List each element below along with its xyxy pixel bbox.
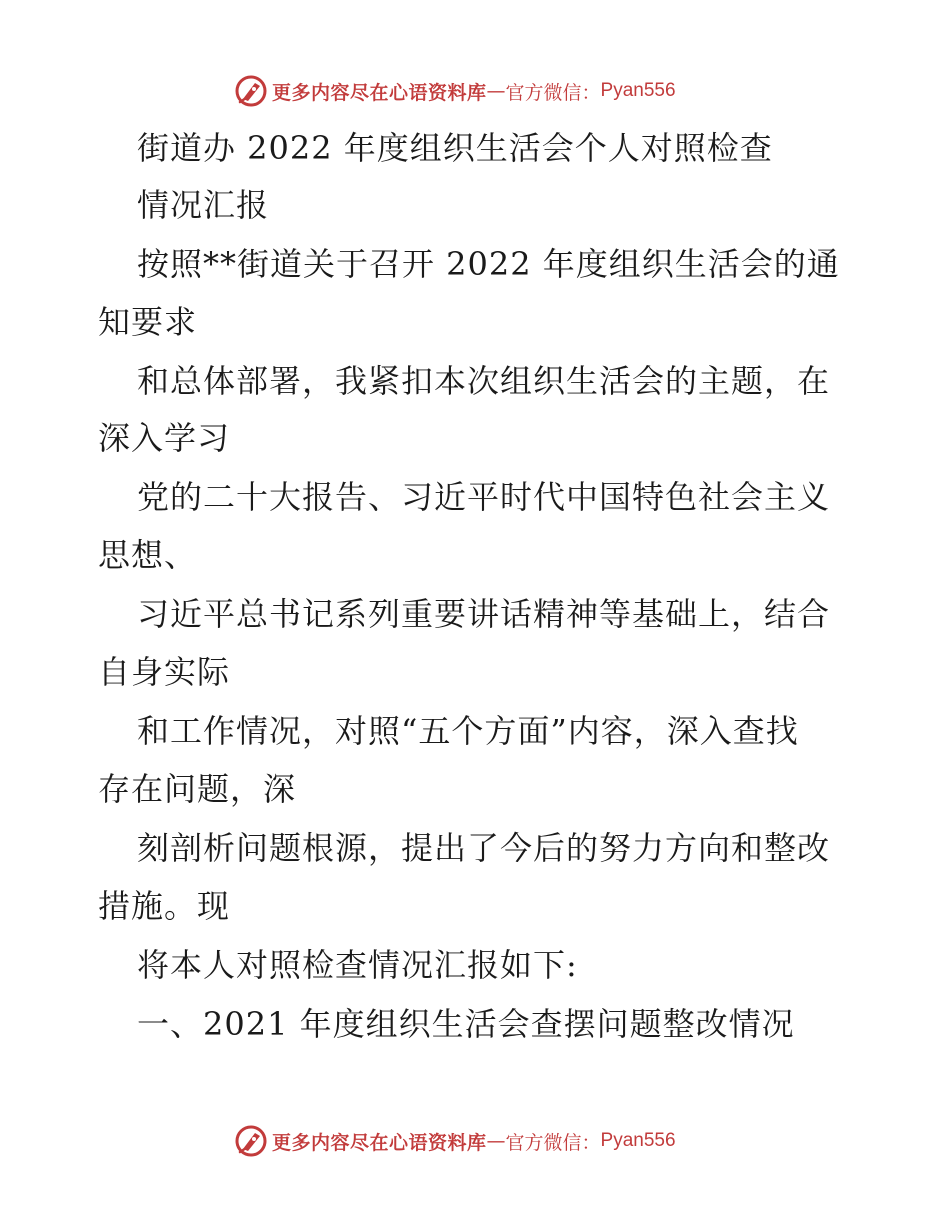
doc-text-line: 存在问题，深: [98, 770, 297, 808]
banner-text: 更多内容尽在心语资料库: [272, 81, 487, 104]
banner-wechat-label: 官方微信：: [505, 81, 601, 104]
doc-text-line: 自身实际: [98, 653, 231, 691]
banner-wechat-id: Pyan556: [600, 80, 676, 101]
doc-text-line: 按照**街道关于召开 2022 年度组织生活会的通: [137, 245, 840, 283]
banner-wechat-label: 官方微信：: [505, 1131, 601, 1154]
doc-text-line: 和总体部署，我紧扣本次组织生活会的主题，在: [137, 362, 831, 400]
doc-text-line: 深入学习: [98, 419, 231, 457]
doc-text-line: 党的二十大报告、习近平时代中国特色社会主义: [137, 478, 831, 516]
doc-text-line: 习近平总书记系列重要讲话精神等基础上，结合: [137, 595, 831, 633]
doc-title-line-2: 情况汇报: [137, 186, 270, 224]
doc-text-line: 和工作情况，对照“五个方面”内容，深入查找: [137, 712, 799, 750]
doc-title-line-1: 街道办 2022 年度组织生活会个人对照检查: [137, 129, 773, 167]
header-banner: [234, 71, 676, 111]
doc-text-line: 措施。现: [98, 887, 231, 925]
pen-nib-logo-icon: [234, 1124, 268, 1158]
banner-separator: —: [486, 80, 506, 102]
pen-nib-logo-icon: [234, 74, 268, 108]
doc-text-line: 刻剖析问题根源，提出了今后的努力方向和整改: [137, 829, 831, 867]
doc-section-heading: 一、2021 年度组织生活会查摆问题整改情况: [137, 1005, 795, 1043]
doc-text-line: 知要求: [98, 303, 198, 341]
banner-separator: —: [486, 1130, 506, 1152]
footer-banner: [234, 1121, 676, 1161]
doc-text-line: 将本人对照检查情况汇报如下:: [137, 946, 578, 984]
doc-text-line: 思想、: [98, 536, 198, 574]
banner-text: 更多内容尽在心语资料库: [272, 1131, 487, 1154]
banner-wechat-id: Pyan556: [600, 1130, 676, 1151]
